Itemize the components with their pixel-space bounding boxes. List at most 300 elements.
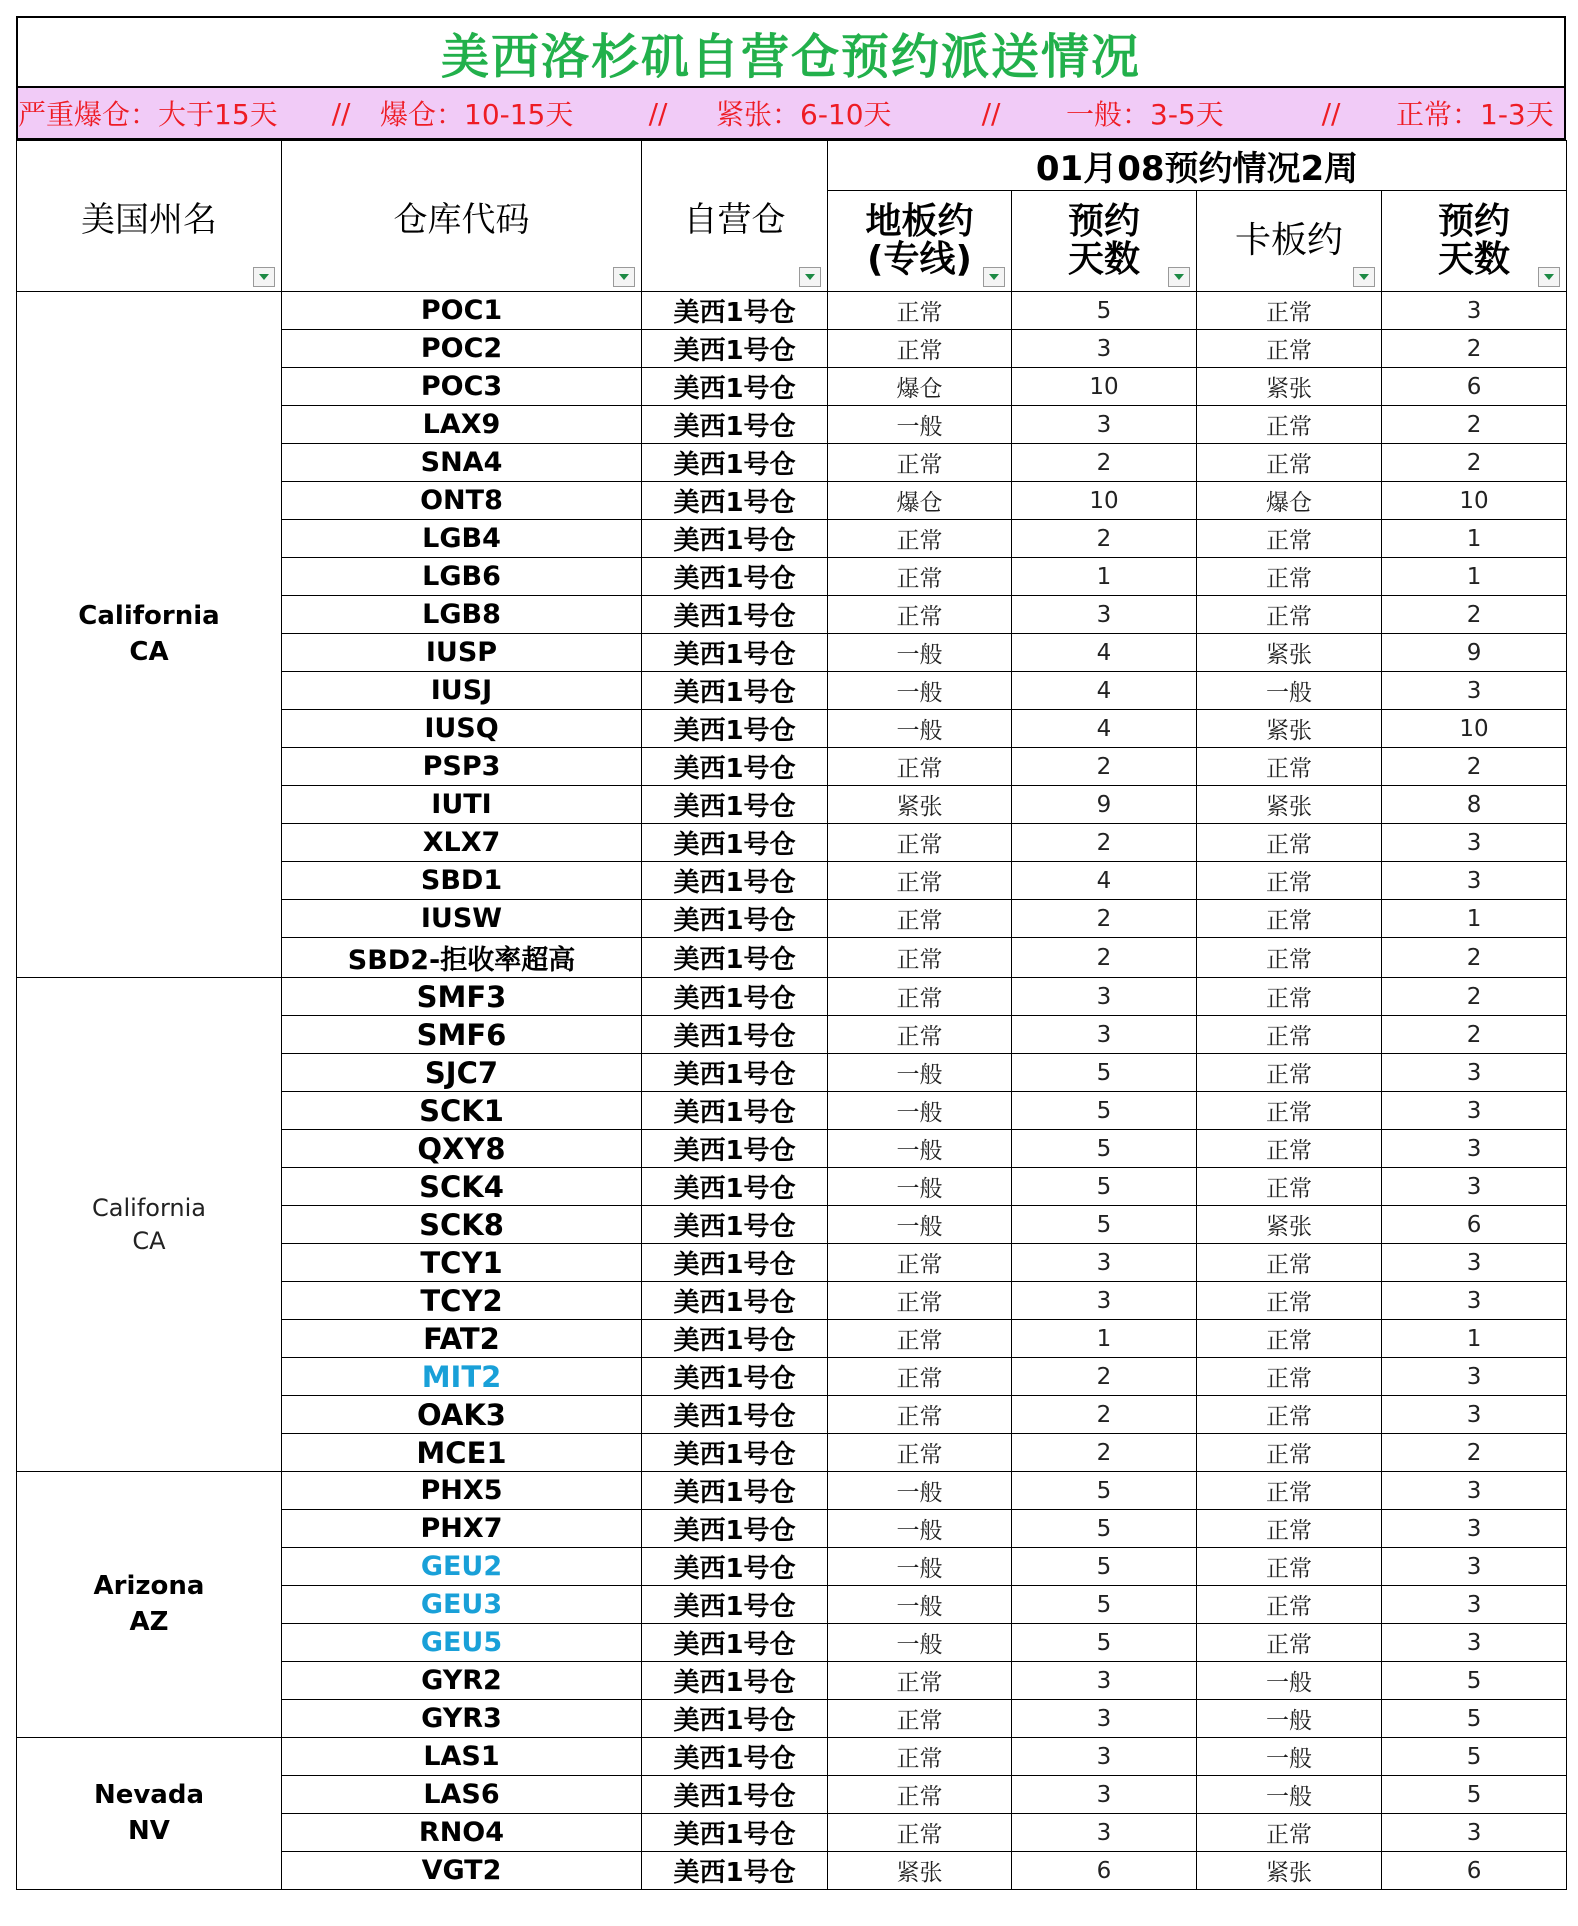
warehouse-cell[interactable]: 美西1号仓 <box>642 1396 828 1434</box>
floor-status-cell[interactable]: 一般 <box>828 1206 1012 1244</box>
floor-status-cell[interactable]: 正常 <box>828 1358 1012 1396</box>
warehouse-code-cell[interactable]: SCK8 <box>282 1206 642 1244</box>
floor-status-cell[interactable]: 一般 <box>828 1472 1012 1510</box>
floor-days-cell[interactable]: 4 <box>1012 672 1197 710</box>
pallet-status-cell[interactable]: 正常 <box>1197 1472 1382 1510</box>
pallet-days-cell[interactable]: 3 <box>1382 1586 1567 1624</box>
floor-days-cell[interactable]: 3 <box>1012 406 1197 444</box>
header-pallet[interactable] <box>1197 191 1382 292</box>
floor-status-cell[interactable]: 紧张 <box>828 1852 1012 1890</box>
warehouse-code-cell[interactable]: GEU2 <box>282 1548 642 1586</box>
legend-separator: // <box>648 96 668 130</box>
floor-status-cell[interactable]: 一般 <box>828 672 1012 710</box>
filter-dropdown-icon[interactable] <box>253 267 275 287</box>
floor-days-cell[interactable]: 5 <box>1012 1054 1197 1092</box>
floor-days-cell[interactable]: 3 <box>1012 1662 1197 1700</box>
pallet-status-cell[interactable]: 正常 <box>1197 520 1382 558</box>
floor-status-cell[interactable]: 一般 <box>828 406 1012 444</box>
pallet-status-cell[interactable]: 爆仓 <box>1197 482 1382 520</box>
pallet-status-cell[interactable]: 正常 <box>1197 978 1382 1016</box>
warehouse-cell[interactable]: 美西1号仓 <box>642 1548 828 1586</box>
warehouse-cell[interactable]: 美西1号仓 <box>642 1130 828 1168</box>
floor-status-cell[interactable]: 一般 <box>828 1624 1012 1662</box>
warehouse-cell[interactable]: 美西1号仓 <box>642 938 828 978</box>
floor-status-cell[interactable]: 一般 <box>828 710 1012 748</box>
state-name: Nevada <box>93 1780 205 1811</box>
floor-days-cell[interactable]: 1 <box>1012 1320 1197 1358</box>
warehouse-code-cell[interactable]: SNA4 <box>282 444 642 482</box>
floor-status-cell[interactable]: 一般 <box>828 634 1012 672</box>
legend-item: 严重爆仓：大于15天 <box>18 98 278 131</box>
table-row[interactable] <box>17 978 1567 1016</box>
pallet-days-cell[interactable]: 6 <box>1382 368 1567 406</box>
pallet-status-cell[interactable]: 正常 <box>1197 1396 1382 1434</box>
booking-table <box>16 140 1567 1890</box>
legend-item: 紧张：6-10天 <box>716 98 892 131</box>
warehouse-cell[interactable]: 美西1号仓 <box>642 862 828 900</box>
pallet-days-cell[interactable]: 3 <box>1382 1168 1567 1206</box>
table-row[interactable] <box>17 292 1567 330</box>
header-floor[interactable] <box>828 191 1012 292</box>
warehouse-cell[interactable]: 美西1号仓 <box>642 1358 828 1396</box>
pallet-status-cell[interactable]: 正常 <box>1197 1054 1382 1092</box>
legend-separator: // <box>981 96 1001 130</box>
pallet-days-cell[interactable]: 3 <box>1382 824 1567 862</box>
pallet-days-cell[interactable]: 2 <box>1382 938 1567 978</box>
pallet-days-cell[interactable]: 1 <box>1382 1320 1567 1358</box>
floor-days-cell[interactable]: 2 <box>1012 1434 1197 1472</box>
floor-days-cell[interactable]: 3 <box>1012 978 1197 1016</box>
legend-separator: // <box>1321 96 1341 130</box>
floor-days-cell[interactable]: 6 <box>1012 1852 1197 1890</box>
warehouse-cell[interactable]: 美西1号仓 <box>642 1016 828 1054</box>
floor-status-cell[interactable]: 正常 <box>828 1016 1012 1054</box>
warehouse-cell[interactable]: 美西1号仓 <box>642 1168 828 1206</box>
warehouse-cell[interactable]: 美西1号仓 <box>642 1776 828 1814</box>
warehouse-cell[interactable]: 美西1号仓 <box>642 1434 828 1472</box>
floor-days-cell[interactable]: 2 <box>1012 748 1197 786</box>
warehouse-code-cell[interactable]: PHX7 <box>282 1510 642 1548</box>
filter-dropdown-icon[interactable] <box>799 267 821 287</box>
warehouse-code-cell[interactable]: SCK4 <box>282 1168 642 1206</box>
pallet-status-cell[interactable]: 一般 <box>1197 1662 1382 1700</box>
pallet-days-cell[interactable]: 3 <box>1382 1244 1567 1282</box>
pallet-status-cell[interactable]: 一般 <box>1197 1776 1382 1814</box>
warehouse-code-cell[interactable]: OAK3 <box>282 1396 642 1434</box>
pallet-days-cell[interactable]: 3 <box>1382 1054 1567 1092</box>
floor-days-cell[interactable]: 5 <box>1012 1586 1197 1624</box>
header-group: 01月08预约情况2周 <box>828 141 1567 191</box>
pallet-status-cell[interactable]: 正常 <box>1197 1814 1382 1852</box>
header-code-label: 仓库代码 <box>393 199 530 240</box>
floor-days-cell[interactable]: 5 <box>1012 1624 1197 1662</box>
state-name: Arizona <box>93 1571 205 1602</box>
warehouse-code-cell[interactable]: IUSP <box>282 634 642 672</box>
state-cell[interactable] <box>17 292 282 978</box>
pallet-days-cell[interactable]: 2 <box>1382 406 1567 444</box>
state-abbr: CA <box>129 636 169 667</box>
floor-days-cell[interactable]: 3 <box>1012 1776 1197 1814</box>
floor-days-cell[interactable]: 9 <box>1012 786 1197 824</box>
pallet-status-cell[interactable]: 正常 <box>1197 748 1382 786</box>
legend-separator: // <box>331 96 351 130</box>
warehouse-code-cell[interactable]: SBD2-拒收率超高 <box>282 938 642 978</box>
pallet-days-cell[interactable]: 2 <box>1382 748 1567 786</box>
pallet-days-cell[interactable]: 2 <box>1382 1434 1567 1472</box>
warehouse-cell[interactable]: 美西1号仓 <box>642 786 828 824</box>
floor-status-cell[interactable]: 正常 <box>828 520 1012 558</box>
floor-days-cell[interactable]: 3 <box>1012 1016 1197 1054</box>
warehouse-code-cell[interactable]: TCY1 <box>282 1244 642 1282</box>
pallet-days-cell[interactable]: 3 <box>1382 1358 1567 1396</box>
pallet-status-cell[interactable]: 正常 <box>1197 1092 1382 1130</box>
floor-days-cell[interactable]: 5 <box>1012 1510 1197 1548</box>
pallet-days-cell[interactable]: 3 <box>1382 1624 1567 1662</box>
floor-status-cell[interactable]: 正常 <box>828 1700 1012 1738</box>
pallet-days-cell[interactable]: 3 <box>1382 1472 1567 1510</box>
warehouse-code-cell[interactable]: ONT8 <box>282 482 642 520</box>
warehouse-code-cell[interactable]: LGB8 <box>282 596 642 634</box>
floor-status-cell[interactable]: 正常 <box>828 330 1012 368</box>
warehouse-code-cell[interactable]: GYR2 <box>282 1662 642 1700</box>
header-pallet-days-line1: 预约 <box>1438 201 1511 243</box>
floor-days-cell[interactable]: 5 <box>1012 1130 1197 1168</box>
pallet-days-cell[interactable]: 3 <box>1382 1396 1567 1434</box>
sheet-title: 美西洛杉矶自营仓预约派送情况 <box>16 16 1566 86</box>
warehouse-code-cell[interactable]: IUTI <box>282 786 642 824</box>
pallet-days-cell[interactable]: 1 <box>1382 558 1567 596</box>
warehouse-code-cell[interactable]: SMF3 <box>282 978 642 1016</box>
pallet-status-cell[interactable]: 正常 <box>1197 938 1382 978</box>
warehouse-cell[interactable]: 美西1号仓 <box>642 748 828 786</box>
header-floor-days-line1: 预约 <box>1067 201 1140 243</box>
floor-status-cell[interactable]: 正常 <box>828 1738 1012 1776</box>
floor-days-cell[interactable]: 10 <box>1012 368 1197 406</box>
floor-status-cell[interactable]: 一般 <box>828 1054 1012 1092</box>
pallet-days-cell[interactable]: 2 <box>1382 596 1567 634</box>
pallet-status-cell[interactable]: 紧张 <box>1197 1206 1382 1244</box>
pallet-status-cell[interactable]: 正常 <box>1197 900 1382 938</box>
warehouse-code-cell[interactable]: MIT2 <box>282 1358 642 1396</box>
floor-days-cell[interactable]: 5 <box>1012 1206 1197 1244</box>
pallet-days-cell[interactable]: 5 <box>1382 1662 1567 1700</box>
floor-days-cell[interactable]: 5 <box>1012 1092 1197 1130</box>
floor-days-cell[interactable]: 5 <box>1012 1472 1197 1510</box>
floor-days-cell[interactable]: 2 <box>1012 900 1197 938</box>
floor-days-cell[interactable]: 2 <box>1012 1396 1197 1434</box>
warehouse-cell[interactable]: 美西1号仓 <box>642 824 828 862</box>
warehouse-code-cell[interactable]: IUSJ <box>282 672 642 710</box>
warehouse-cell[interactable]: 美西1号仓 <box>642 1814 828 1852</box>
floor-days-cell[interactable]: 2 <box>1012 824 1197 862</box>
pallet-status-cell[interactable]: 正常 <box>1197 1358 1382 1396</box>
pallet-days-cell[interactable]: 5 <box>1382 1738 1567 1776</box>
warehouse-cell[interactable]: 美西1号仓 <box>642 1206 828 1244</box>
warehouse-cell[interactable]: 美西1号仓 <box>642 978 828 1016</box>
header-warehouse[interactable] <box>642 141 828 292</box>
warehouse-code-cell[interactable]: LAX9 <box>282 406 642 444</box>
floor-days-cell[interactable]: 3 <box>1012 1814 1197 1852</box>
pallet-status-cell[interactable]: 正常 <box>1197 1624 1382 1662</box>
state-name: California <box>78 601 220 632</box>
warehouse-code-cell[interactable]: SMF6 <box>282 1016 642 1054</box>
legend-item: 一般：3-5天 <box>1066 98 1224 131</box>
floor-days-cell[interactable]: 3 <box>1012 1700 1197 1738</box>
warehouse-cell[interactable]: 美西1号仓 <box>642 482 828 520</box>
pallet-status-cell[interactable]: 正常 <box>1197 444 1382 482</box>
pallet-status-cell[interactable]: 正常 <box>1197 862 1382 900</box>
warehouse-cell[interactable]: 美西1号仓 <box>642 1586 828 1624</box>
pallet-days-cell[interactable]: 2 <box>1382 444 1567 482</box>
warehouse-code-cell[interactable]: POC2 <box>282 330 642 368</box>
spreadsheet <box>16 16 1566 1890</box>
pallet-status-cell[interactable]: 紧张 <box>1197 710 1382 748</box>
warehouse-cell[interactable]: 美西1号仓 <box>642 1244 828 1282</box>
pallet-status-cell[interactable]: 一般 <box>1197 1738 1382 1776</box>
warehouse-code-cell[interactable]: PSP3 <box>282 748 642 786</box>
floor-days-cell[interactable]: 2 <box>1012 520 1197 558</box>
floor-status-cell[interactable]: 正常 <box>828 444 1012 482</box>
state-cell[interactable] <box>17 1472 282 1738</box>
header-state[interactable] <box>17 141 282 292</box>
floor-status-cell[interactable]: 正常 <box>828 978 1012 1016</box>
floor-status-cell[interactable]: 正常 <box>828 558 1012 596</box>
warehouse-code-cell[interactable]: IUSW <box>282 900 642 938</box>
warehouse-code-cell[interactable]: GEU3 <box>282 1586 642 1624</box>
warehouse-code-cell[interactable]: QXY8 <box>282 1130 642 1168</box>
table-row[interactable] <box>17 1472 1567 1510</box>
filter-dropdown-icon[interactable] <box>1168 267 1190 287</box>
pallet-status-cell[interactable]: 正常 <box>1197 1244 1382 1282</box>
floor-status-cell[interactable]: 正常 <box>828 1282 1012 1320</box>
warehouse-code-cell[interactable]: POC3 <box>282 368 642 406</box>
pallet-days-cell[interactable]: 5 <box>1382 1700 1567 1738</box>
warehouse-cell[interactable]: 美西1号仓 <box>642 672 828 710</box>
warehouse-cell[interactable]: 美西1号仓 <box>642 520 828 558</box>
warehouse-code-cell[interactable]: POC1 <box>282 292 642 330</box>
pallet-status-cell[interactable]: 正常 <box>1197 330 1382 368</box>
warehouse-cell[interactable]: 美西1号仓 <box>642 1510 828 1548</box>
pallet-days-cell[interactable]: 10 <box>1382 482 1567 520</box>
warehouse-code-cell[interactable]: GYR3 <box>282 1700 642 1738</box>
warehouse-code-cell[interactable]: SCK1 <box>282 1092 642 1130</box>
pallet-days-cell[interactable]: 3 <box>1382 672 1567 710</box>
warehouse-cell[interactable]: 美西1号仓 <box>642 1472 828 1510</box>
floor-status-cell[interactable]: 一般 <box>828 1548 1012 1586</box>
pallet-status-cell[interactable]: 正常 <box>1197 558 1382 596</box>
state-cell[interactable] <box>17 978 282 1472</box>
floor-status-cell[interactable]: 紧张 <box>828 786 1012 824</box>
pallet-days-cell[interactable]: 3 <box>1382 1282 1567 1320</box>
floor-status-cell[interactable]: 正常 <box>828 1434 1012 1472</box>
pallet-days-cell[interactable]: 3 <box>1382 1092 1567 1130</box>
warehouse-cell[interactable]: 美西1号仓 <box>642 1662 828 1700</box>
pallet-days-cell[interactable]: 6 <box>1382 1852 1567 1890</box>
floor-days-cell[interactable]: 3 <box>1012 596 1197 634</box>
pallet-status-cell[interactable]: 正常 <box>1197 1586 1382 1624</box>
pallet-status-cell[interactable]: 正常 <box>1197 1130 1382 1168</box>
floor-status-cell[interactable]: 正常 <box>828 596 1012 634</box>
warehouse-cell[interactable]: 美西1号仓 <box>642 1852 828 1890</box>
floor-status-cell[interactable]: 一般 <box>828 1586 1012 1624</box>
table-body <box>17 292 1567 1890</box>
floor-status-cell[interactable]: 正常 <box>828 748 1012 786</box>
pallet-status-cell[interactable]: 紧张 <box>1197 634 1382 672</box>
warehouse-cell[interactable]: 美西1号仓 <box>642 292 828 330</box>
warehouse-cell[interactable]: 美西1号仓 <box>642 1700 828 1738</box>
warehouse-cell[interactable]: 美西1号仓 <box>642 406 828 444</box>
floor-status-cell[interactable]: 一般 <box>828 1168 1012 1206</box>
floor-status-cell[interactable]: 正常 <box>828 1320 1012 1358</box>
pallet-status-cell[interactable]: 正常 <box>1197 292 1382 330</box>
pallet-status-cell[interactable]: 正常 <box>1197 1282 1382 1320</box>
floor-status-cell[interactable]: 正常 <box>828 862 1012 900</box>
header-pallet-days[interactable] <box>1382 191 1567 292</box>
pallet-status-cell[interactable]: 正常 <box>1197 824 1382 862</box>
floor-days-cell[interactable]: 5 <box>1012 1548 1197 1586</box>
warehouse-cell[interactable]: 美西1号仓 <box>642 634 828 672</box>
floor-days-cell[interactable]: 2 <box>1012 1358 1197 1396</box>
warehouse-code-cell[interactable]: XLX7 <box>282 824 642 862</box>
floor-days-cell[interactable]: 5 <box>1012 1168 1197 1206</box>
floor-days-cell[interactable]: 3 <box>1012 1244 1197 1282</box>
pallet-status-cell[interactable]: 正常 <box>1197 1168 1382 1206</box>
floor-status-cell[interactable]: 正常 <box>828 1662 1012 1700</box>
pallet-days-cell[interactable]: 1 <box>1382 900 1567 938</box>
warehouse-code-cell[interactable]: GEU5 <box>282 1624 642 1662</box>
warehouse-cell[interactable]: 美西1号仓 <box>642 1054 828 1092</box>
warehouse-code-cell[interactable]: VGT2 <box>282 1852 642 1890</box>
floor-days-cell[interactable]: 4 <box>1012 862 1197 900</box>
pallet-days-cell[interactable]: 9 <box>1382 634 1567 672</box>
filter-dropdown-icon[interactable] <box>1538 267 1560 287</box>
pallet-days-cell[interactable]: 3 <box>1382 1510 1567 1548</box>
floor-days-cell[interactable]: 4 <box>1012 710 1197 748</box>
warehouse-code-cell[interactable]: SBD1 <box>282 862 642 900</box>
pallet-days-cell[interactable]: 3 <box>1382 1548 1567 1586</box>
filter-dropdown-icon[interactable] <box>983 267 1005 287</box>
floor-status-cell[interactable]: 正常 <box>828 1776 1012 1814</box>
pallet-status-cell[interactable]: 正常 <box>1197 1434 1382 1472</box>
floor-days-cell[interactable]: 1 <box>1012 558 1197 596</box>
warehouse-code-cell[interactable]: TCY2 <box>282 1282 642 1320</box>
pallet-status-cell[interactable]: 正常 <box>1197 1320 1382 1358</box>
table-row[interactable] <box>17 1738 1567 1776</box>
floor-days-cell[interactable]: 5 <box>1012 292 1197 330</box>
warehouse-code-cell[interactable]: LAS6 <box>282 1776 642 1814</box>
pallet-days-cell[interactable]: 6 <box>1382 1206 1567 1244</box>
floor-status-cell[interactable]: 正常 <box>828 824 1012 862</box>
floor-status-cell[interactable]: 一般 <box>828 1092 1012 1130</box>
pallet-status-cell[interactable]: 正常 <box>1197 406 1382 444</box>
warehouse-cell[interactable]: 美西1号仓 <box>642 558 828 596</box>
header-warehouse-label: 自营仓 <box>683 199 786 240</box>
pallet-status-cell[interactable]: 正常 <box>1197 1548 1382 1586</box>
header-floor-days[interactable] <box>1012 191 1197 292</box>
pallet-days-cell[interactable]: 2 <box>1382 1016 1567 1054</box>
state-cell[interactable] <box>17 1738 282 1890</box>
warehouse-code-cell[interactable]: IUSQ <box>282 710 642 748</box>
warehouse-code-cell[interactable]: LAS1 <box>282 1738 642 1776</box>
warehouse-cell[interactable]: 美西1号仓 <box>642 1320 828 1358</box>
pallet-days-cell[interactable]: 2 <box>1382 978 1567 1016</box>
floor-status-cell[interactable]: 正常 <box>828 292 1012 330</box>
floor-status-cell[interactable]: 爆仓 <box>828 482 1012 520</box>
state-name: California <box>92 1194 206 1223</box>
floor-status-cell[interactable]: 爆仓 <box>828 368 1012 406</box>
warehouse-cell[interactable]: 美西1号仓 <box>642 900 828 938</box>
floor-status-cell[interactable]: 正常 <box>828 1814 1012 1852</box>
warehouse-cell[interactable]: 美西1号仓 <box>642 444 828 482</box>
floor-status-cell[interactable]: 正常 <box>828 1244 1012 1282</box>
floor-days-cell[interactable]: 2 <box>1012 444 1197 482</box>
pallet-days-cell[interactable]: 8 <box>1382 786 1567 824</box>
pallet-days-cell[interactable]: 10 <box>1382 710 1567 748</box>
filter-dropdown-icon[interactable] <box>613 267 635 287</box>
header-code[interactable] <box>282 141 642 292</box>
floor-status-cell[interactable]: 一般 <box>828 1130 1012 1168</box>
pallet-status-cell[interactable]: 正常 <box>1197 596 1382 634</box>
floor-days-cell[interactable]: 2 <box>1012 938 1197 978</box>
warehouse-code-cell[interactable]: MCE1 <box>282 1434 642 1472</box>
pallet-status-cell[interactable]: 紧张 <box>1197 368 1382 406</box>
warehouse-cell[interactable]: 美西1号仓 <box>642 710 828 748</box>
pallet-status-cell[interactable]: 一般 <box>1197 1700 1382 1738</box>
pallet-status-cell[interactable]: 正常 <box>1197 1016 1382 1054</box>
warehouse-cell[interactable]: 美西1号仓 <box>642 1092 828 1130</box>
warehouse-code-cell[interactable]: RNO4 <box>282 1814 642 1852</box>
floor-status-cell[interactable]: 正常 <box>828 938 1012 978</box>
warehouse-code-cell[interactable]: FAT2 <box>282 1320 642 1358</box>
floor-days-cell[interactable]: 4 <box>1012 634 1197 672</box>
warehouse-cell[interactable]: 美西1号仓 <box>642 330 828 368</box>
warehouse-code-cell[interactable]: LGB6 <box>282 558 642 596</box>
floor-days-cell[interactable]: 3 <box>1012 330 1197 368</box>
warehouse-cell[interactable]: 美西1号仓 <box>642 1738 828 1776</box>
pallet-days-cell[interactable]: 3 <box>1382 862 1567 900</box>
floor-status-cell[interactable]: 正常 <box>828 1396 1012 1434</box>
state-abbr: CA <box>132 1226 166 1255</box>
warehouse-cell[interactable]: 美西1号仓 <box>642 368 828 406</box>
pallet-days-cell[interactable]: 5 <box>1382 1776 1567 1814</box>
warehouse-code-cell[interactable]: LGB4 <box>282 520 642 558</box>
warehouse-cell[interactable]: 美西1号仓 <box>642 1624 828 1662</box>
pallet-status-cell[interactable]: 正常 <box>1197 1510 1382 1548</box>
floor-status-cell[interactable]: 正常 <box>828 900 1012 938</box>
warehouse-code-cell[interactable]: SJC7 <box>282 1054 642 1092</box>
pallet-days-cell[interactable]: 3 <box>1382 292 1567 330</box>
pallet-status-cell[interactable]: 紧张 <box>1197 1852 1382 1890</box>
header-pallet-days-line2: 天数 <box>1438 239 1511 280</box>
header-floor-line1: 地板约 <box>865 201 974 243</box>
floor-days-cell[interactable]: 3 <box>1012 1282 1197 1320</box>
pallet-days-cell[interactable]: 1 <box>1382 520 1567 558</box>
state-abbr: AZ <box>129 1606 169 1637</box>
header-state-label: 美国州名 <box>81 199 217 240</box>
pallet-status-cell[interactable]: 紧张 <box>1197 786 1382 824</box>
warehouse-cell[interactable]: 美西1号仓 <box>642 1282 828 1320</box>
warehouse-cell[interactable]: 美西1号仓 <box>642 596 828 634</box>
pallet-days-cell[interactable]: 3 <box>1382 1130 1567 1168</box>
floor-days-cell[interactable]: 10 <box>1012 482 1197 520</box>
floor-status-cell[interactable]: 一般 <box>828 1510 1012 1548</box>
floor-days-cell[interactable]: 3 <box>1012 1738 1197 1776</box>
filter-dropdown-icon[interactable] <box>1353 267 1375 287</box>
warehouse-code-cell[interactable]: PHX5 <box>282 1472 642 1510</box>
pallet-status-cell[interactable]: 一般 <box>1197 672 1382 710</box>
pallet-days-cell[interactable]: 2 <box>1382 330 1567 368</box>
pallet-days-cell[interactable]: 3 <box>1382 1814 1567 1852</box>
